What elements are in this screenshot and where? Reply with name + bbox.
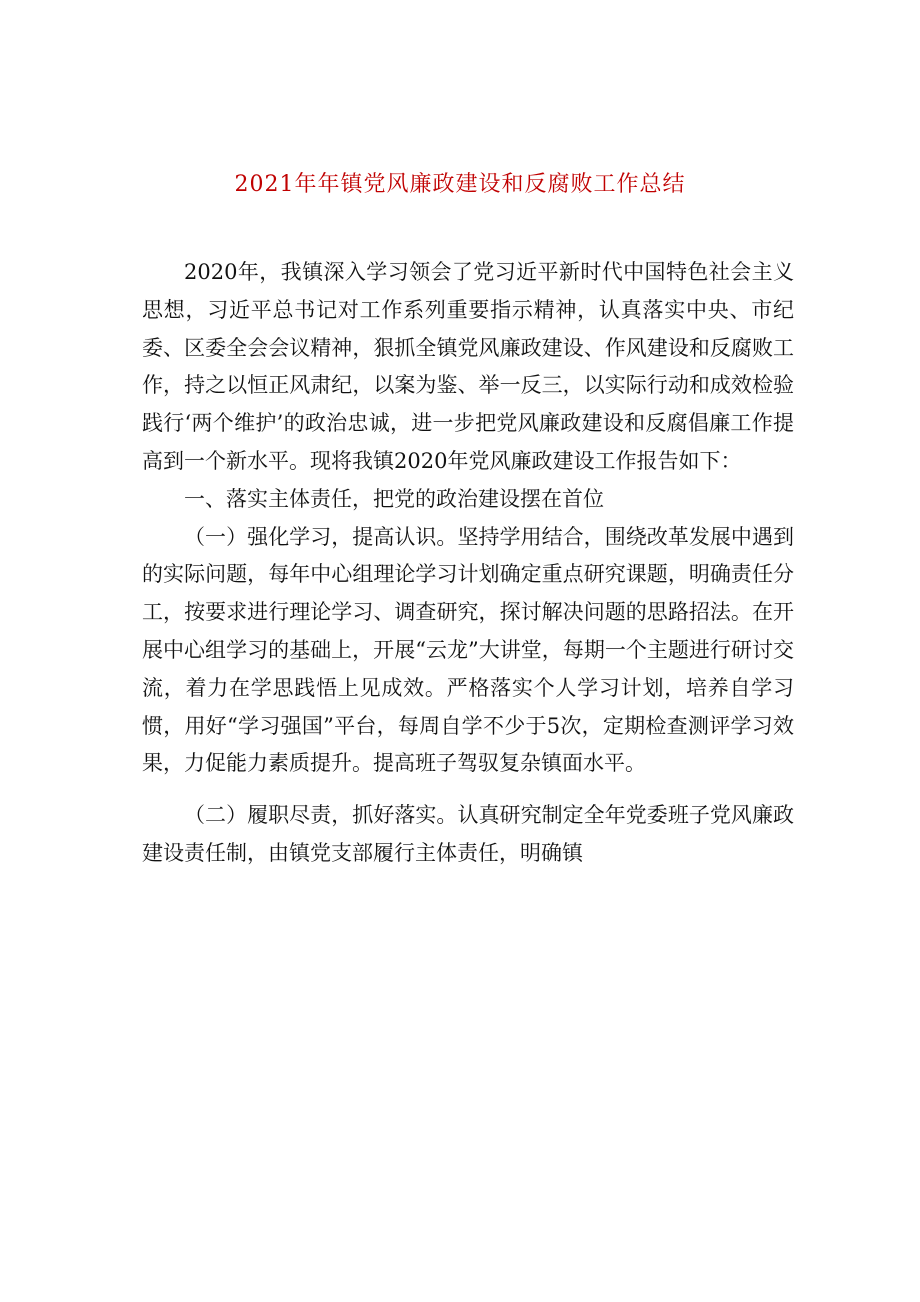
subsection-paragraph-1: （一）强化学习，提高认识。坚持学用结合，围绕改革发展中遇到的实际问题，每年中心组理论学习计划确定重点研究课题，明确责任分工，按要求进行理论学习、调查研究，探讨解决问题的思路招法。在开展中心组学习的基础上，开展“云龙”大讲堂，每期一个主题进行研讨交流，着力在学思践悟上见成效。严格落实个人学习计划，培养自学习惯，用好“学习强国”平台，每周自学不少于5次，定期检查测评学习效果，力促能力素质提升。提高班子驾驭复杂镇面水平。 — [142, 524, 794, 776]
document-title: 2021年年镇党风廉政建设和反腐败工作总结 — [234, 172, 686, 197]
document-body — [142, 254, 794, 873]
section-heading-1: 一、落实主体责任，把党的政治建设摆在首位 — [184, 486, 604, 511]
subsection-paragraph-2: （二）履职尽责，抓好落实。认真研究制定全年党委班子党风廉政建设责任制，由镇党支部履行主体责任，明确镇 — [142, 803, 794, 865]
intro-paragraph: 2020年，我镇深入学习领会了党习近平新时代中国特色社会主义思想，习近平总书记对工作系列重要指示精神，认真落实中央、市纪委、区委全会会议精神，狠抓全镇党风廉政建设、作风建设和反腐败工作，持之以恒正风肃纪，以案为鉴、举一反三，以实际行动和成效检验践行‘两个维护’的政治忠诚，进一步把党风廉政建设和反腐倡廉工作提高到一个新水平。现将我镇2020年党风廉政建设工作报告如下： — [142, 260, 794, 473]
